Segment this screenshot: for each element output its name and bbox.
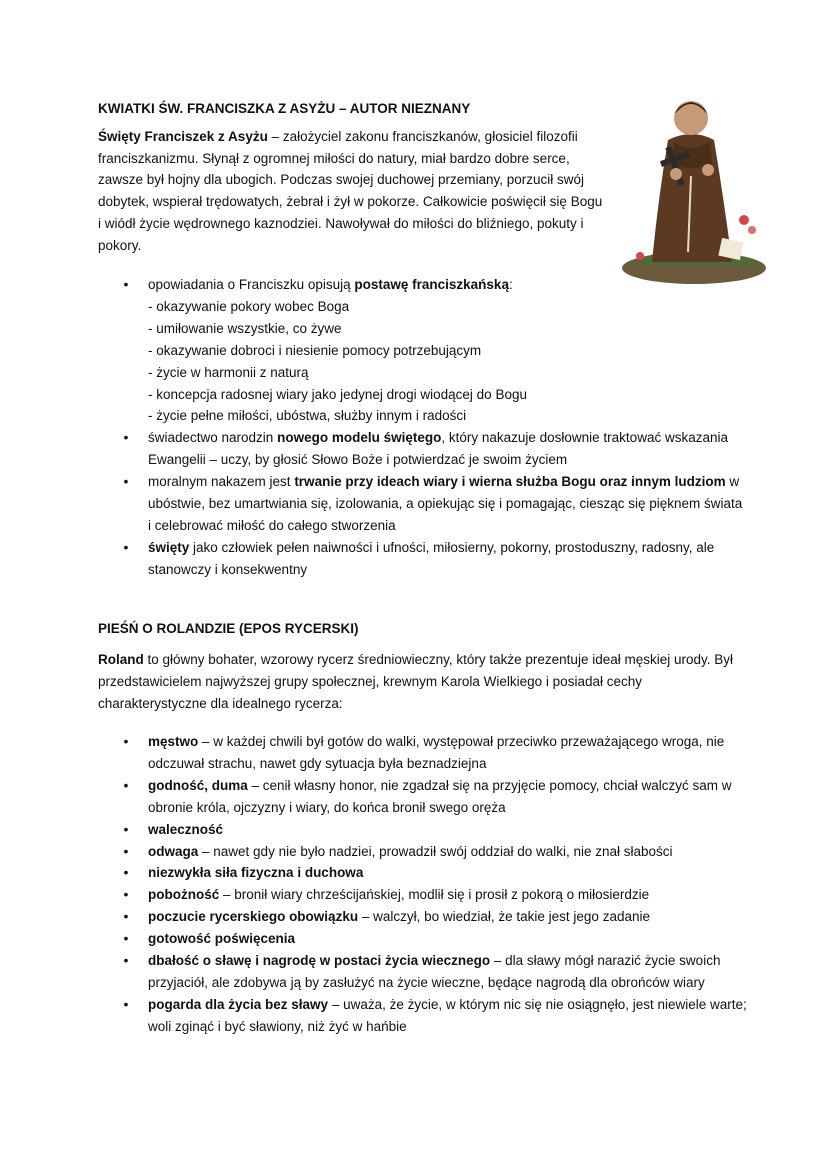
trait-name: waleczność <box>148 821 224 837</box>
roland-traits-list <box>123 731 748 1038</box>
bullet-icon: • <box>123 864 129 881</box>
trait-description: – cenił własny honor, nie zgadzał się na przyjęcie pomocy, chciał walczyć sam w obronie króla, ojczyzny i wiary, do końca bronił swego oręża <box>148 777 732 815</box>
list-item <box>123 994 748 1038</box>
bullet-icon: • <box>123 908 129 925</box>
trait-name: pobożność <box>148 887 220 903</box>
sub-list-item: - umiłowanie wszystkie, co żywe <box>148 320 342 336</box>
section-title-roland: PIEŚŃ O ROLANDZIE (EPOS RYCERSKI) <box>98 621 359 636</box>
trait-description: – uważa, że życie, w którym nic się nie osiągnęło, jest niewiele warte; woli zginąć i być sławiony, niż żyć w hańbie <box>148 996 747 1034</box>
list-item <box>123 274 748 427</box>
trait-description: – walczył, bo wiedział, że takie jest jego zadanie <box>358 909 650 925</box>
bullet-text: : <box>508 277 513 292</box>
trait-name: godność, duma <box>148 777 248 793</box>
intro-bold-name: Roland <box>98 652 144 667</box>
list-item <box>123 841 748 863</box>
bullet-icon: • <box>123 842 129 859</box>
sub-list-item: - koncepcja radosnej wiary jako jedynej drogi wiodącej do Bogu <box>148 386 527 402</box>
franciszek-bullet-list <box>123 274 748 581</box>
list-item <box>123 427 748 471</box>
list-item <box>123 819 748 841</box>
section-intro-roland <box>98 649 738 715</box>
trait-name: poczucie rycerskiego obowiązku <box>148 909 359 925</box>
intro-bold-name: Święty Franciszek z Asyżu <box>98 129 268 144</box>
bullet-icon: • <box>123 538 129 555</box>
list-item <box>123 950 748 994</box>
sub-list-item: - okazywanie dobroci i niesienie pomocy potrzebującym <box>148 342 482 358</box>
bullet-text: jako człowiek pełen naiwności i ufności, miłosierny, pokorny, prostoduszny, radosny, ale stanowczy i konsekwentny <box>148 539 715 577</box>
list-item <box>123 906 748 928</box>
trait-name: gotowość poświęcenia <box>148 931 296 947</box>
trait-name: pogarda dla życia bez sławy <box>148 996 329 1012</box>
bullet-text: , który nakazuje dosłownie traktować wskazania Ewangelii – uczy, by głosić Słowo Boże i potwierdzać je swoim życiem <box>148 430 728 468</box>
bullet-icon: • <box>123 930 129 947</box>
bullet-icon: • <box>123 995 129 1012</box>
list-item <box>123 775 748 819</box>
bullet-icon: • <box>123 776 129 793</box>
list-item <box>123 928 748 950</box>
section-title-franciszek: KWIATKI ŚW. FRANCISZKA Z ASYŻU – AUTOR NIEZNANY <box>98 101 471 116</box>
section-intro-franciszek <box>98 126 608 256</box>
bullet-text: w ubóstwie, bez umartwiania się, izolowania, a opiekując się i pomagając, ciesząc się pięknem świata i celebrować miłość do całego stworzenia <box>148 474 743 533</box>
trait-description: – w każdej chwili był gotów do walki, występował przeciwko przeważającego wroga, nie odczuwał strachu, nawet gdy sytuacja była beznadziejna <box>148 734 725 771</box>
list-item <box>123 537 748 581</box>
trait-name: męstwo <box>148 734 199 749</box>
bullet-icon: • <box>123 952 129 969</box>
list-item <box>123 884 748 906</box>
trait-description: – bronił wiary chrześcijańskiej, modlił się i prosił z pokorą o miłosierdzie <box>219 887 650 903</box>
bullet-icon: • <box>123 276 129 292</box>
trait-description: – dla sławy mógł narazić życie swoich przyjaciół, ale zdobywa ją by zasłużyć na życie wieczne, będące nagrodą dla obrońców wiary <box>148 953 721 990</box>
intro-text: – założyciel zakonu franciszkanów, głosiciel filozofii franciszkanizmu. Słynął z ogromnej miłości do natury, miał bardzo dobre serce, zawsze był hojny dla ubogich. Podczas swojej duchowej przemiany, porzucił swój dobytek, wspierał trędowatych, żebrał i żył w pokorze. Całkowicie poświęcił się Bogu i wiódł życie wędrownego kaznodziei. Nawoływał do miłości do bliźniego, pokuty i pokory. <box>98 129 603 253</box>
bullet-bold: postawę franciszkańską <box>354 277 509 292</box>
sub-list-item: - okazywanie pokory wobec Boga <box>148 298 350 314</box>
bullet-bold: święty <box>148 539 190 555</box>
bullet-icon: • <box>123 820 129 837</box>
bullet-icon: • <box>123 733 129 749</box>
bullet-text: opowiadania o Franciszku opisują <box>148 277 355 292</box>
sub-list-item: - życie w harmonii z naturą <box>148 364 309 380</box>
bullet-bold: nowego modelu świętego <box>277 430 442 446</box>
sub-list-item: - życie pełne miłości, ubóstwa, służby innym i radości <box>148 408 467 424</box>
bullet-icon: • <box>123 886 129 903</box>
trait-description: – nawet gdy nie było nadziei, prowadził swój oddział do walki, nie znał słabości <box>198 843 673 859</box>
saint-francis-illustration <box>616 80 766 285</box>
trait-name: niezwykła siła fizyczna i duchowa <box>148 865 364 881</box>
trait-name: dbałość o sławę i nagrodę w postaci życia wiecznego <box>148 953 491 969</box>
bullet-icon: • <box>123 473 129 490</box>
bullet-text: świadectwo narodzin <box>148 430 278 446</box>
bullet-bold: trwanie przy ideach wiary i wierna służba Bogu oraz innym ludziom <box>294 474 726 490</box>
trait-name: odwaga <box>148 843 199 859</box>
list-item <box>123 731 748 775</box>
bullet-icon: • <box>123 429 129 446</box>
intro-text: to główny bohater, wzorowy rycerz średniowieczny, który także prezentuje ideał męskiej urody. Był przedstawicielem najwyższej grupy społecznej, krewnym Karola Wielkiego i posiadał cechy charakterystyczne dla idealnego rycerza: <box>98 652 734 711</box>
list-item <box>123 862 748 884</box>
list-item <box>123 471 748 537</box>
bullet-text: moralnym nakazem jest <box>148 474 295 490</box>
